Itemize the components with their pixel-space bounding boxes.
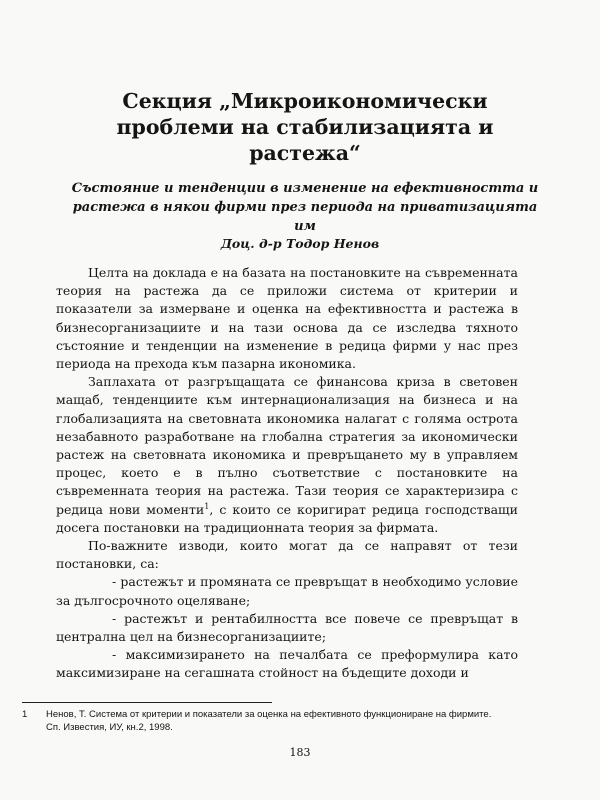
paragraph-2-part-a: Заплахата от разгръщащата се финансова криза в световен мащаб, тенденциите към интернационализация на бизнеса и на глобализацията на световната икономика налагат с голяма острота незабавното разработване на глобална стратегия за икономически растеж на световната икономика и превръщането му в управляем процес, което е в пълно съответствие с постановките на съвременната теория на растежа. Тази теория се характеризира с редица нови моменти (56, 374, 518, 517)
footnote-line-2: Сп. Известия, ИУ, кн.2, 1998. (46, 722, 173, 733)
footnote-number: 1 (22, 709, 28, 720)
paper-subtitle: Състояние и тенденции в изменение на ефективността и растежа в някои фирми през периода на приватизацията им (71, 181, 539, 234)
paragraph-3: По-важните изводи, които могат да се направят от тези постановки, са: (56, 538, 518, 572)
paragraph-2-part-b: , с които се коригират редица господстващи досега постановки на традиционната теория за фирмата. (56, 501, 518, 535)
footnote-divider (22, 702, 272, 703)
footnote (22, 708, 532, 734)
page-number: 183 (289, 746, 311, 759)
list-item-3 (56, 646, 518, 682)
footnote-line-1: Ненов, Т. Система от критерии и показатели за оценка на ефективното функциониране на фирмите. (46, 709, 492, 720)
body-text (56, 264, 518, 683)
list-item-1 (56, 573, 518, 609)
list-item-1-text: - растежът и промяната се превръщат в необходимо условие за дългосрочното оцеляване; (56, 574, 518, 608)
section-title: Секция „Микроикономически проблеми на стабилизацията и растежа“ (116, 89, 494, 165)
author-name: Доц. д-р Тодор Ненов (220, 236, 380, 251)
list-item-2 (56, 610, 518, 646)
paragraph-2 (56, 373, 518, 537)
footnote-ref: 1 (204, 501, 210, 511)
paragraph-1: Целта на доклада е на базата на постановките на съвременната теория на растежа да се приложи система от критерии и показатели за измерване и оценка на ефективността и растежа в бизнесорганизациите и на тази основа да се изследва тяхното състояние и тенденции на изменение в редица фирми у нас през периода на прехода към пазарна икономика. (56, 265, 518, 372)
list-item-3-text: - максимизирането на печалбата се преформулира като максимизиране на сегашната стойност на бъдещите доходи и (56, 647, 518, 681)
list-item-2-text: - растежът и рентабилността все повече се превръщат в централна цел на бизнесорганизациите; (56, 610, 518, 645)
